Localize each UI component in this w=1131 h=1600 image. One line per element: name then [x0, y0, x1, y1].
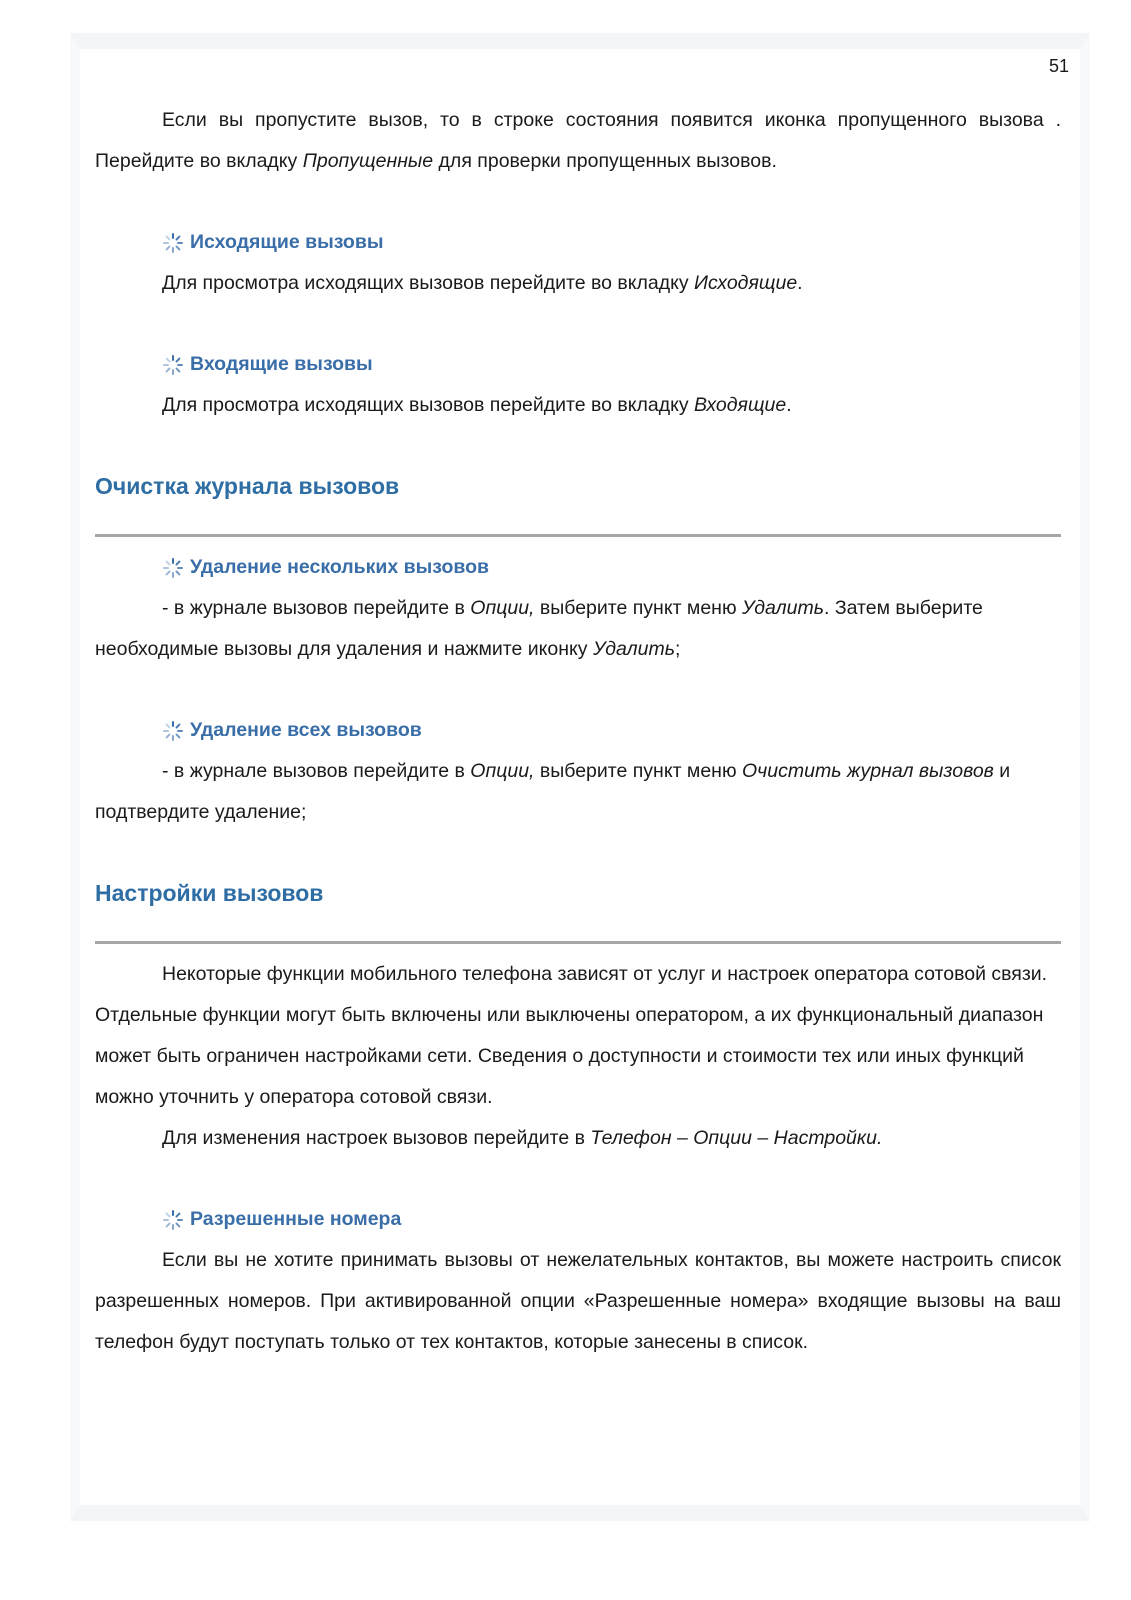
section-title-call-settings: Настройки вызовов	[95, 880, 324, 906]
settings-path-paragraph: Для изменения настроек вызовов перейдите в Телефон – Опции – Настройки.	[162, 1127, 883, 1149]
outgoing-text: Для просмотра исходящих вызовов перейдите во вкладку Исходящие.	[162, 272, 803, 294]
allowed-numbers-heading: Разрешенные номера	[162, 1199, 1128, 1240]
spinner-bullet-icon	[162, 354, 184, 376]
incoming-heading: Входящие вызовы	[162, 344, 1128, 385]
page-content	[95, 100, 1061, 1363]
spinner-bullet-icon	[162, 557, 184, 579]
spinner-bullet-icon	[162, 720, 184, 742]
outgoing-heading: Исходящие вызовы	[162, 222, 1128, 263]
delete-multiple-text: - в журнале вызовов перейдите в Опции, выберите пункт меню Удалить. Затем выберите необходимые вызовы для удаления и нажмите иконку Удалить;	[95, 597, 983, 660]
incoming-text: Для просмотра исходящих вызовов перейдите во вкладку Входящие.	[162, 394, 792, 416]
allowed-numbers-text: Если вы не хотите принимать вызовы от нежелательных контактов, вы можете настроить список разрешенных номеров. При активированной опции «Разрешенные номера» входящие вызовы на ваш телефон будут поступать только от тех контактов, которые занесены в список.	[95, 1249, 1061, 1353]
settings-paragraph: Некоторые функции мобильного телефона зависят от услуг и настроек оператора сотовой связи. Отдельные функции могут быть включены или выключены оператором, а их функциональный диапазон может быть ограничен настройками сети. Сведения о доступности и стоимости тех или иных функций можно уточнить у оператора сотовой связи.	[95, 963, 1048, 1108]
delete-all-heading: Удаление всех вызовов	[162, 710, 1128, 751]
delete-multiple-heading: Удаление нескольких вызовов	[162, 547, 1128, 588]
missed-calls-paragraph: Если вы пропустите вызов, то в строке состояния появится иконка пропущенного вызова . Перейдите во вкладку Пропущенные для проверки пропущенных вызовов.	[95, 109, 1061, 172]
delete-all-text: - в журнале вызовов перейдите в Опции, выберите пункт меню Очистить журнал вызовов и подтвердите удаление;	[95, 760, 1011, 823]
spinner-bullet-icon	[162, 232, 184, 254]
page-number: 51	[1048, 56, 1069, 76]
tab-missed-ref: Пропущенные	[302, 150, 434, 172]
spinner-bullet-icon	[162, 1209, 184, 1231]
section-title-clear-log: Очистка журнала вызовов	[95, 473, 400, 499]
